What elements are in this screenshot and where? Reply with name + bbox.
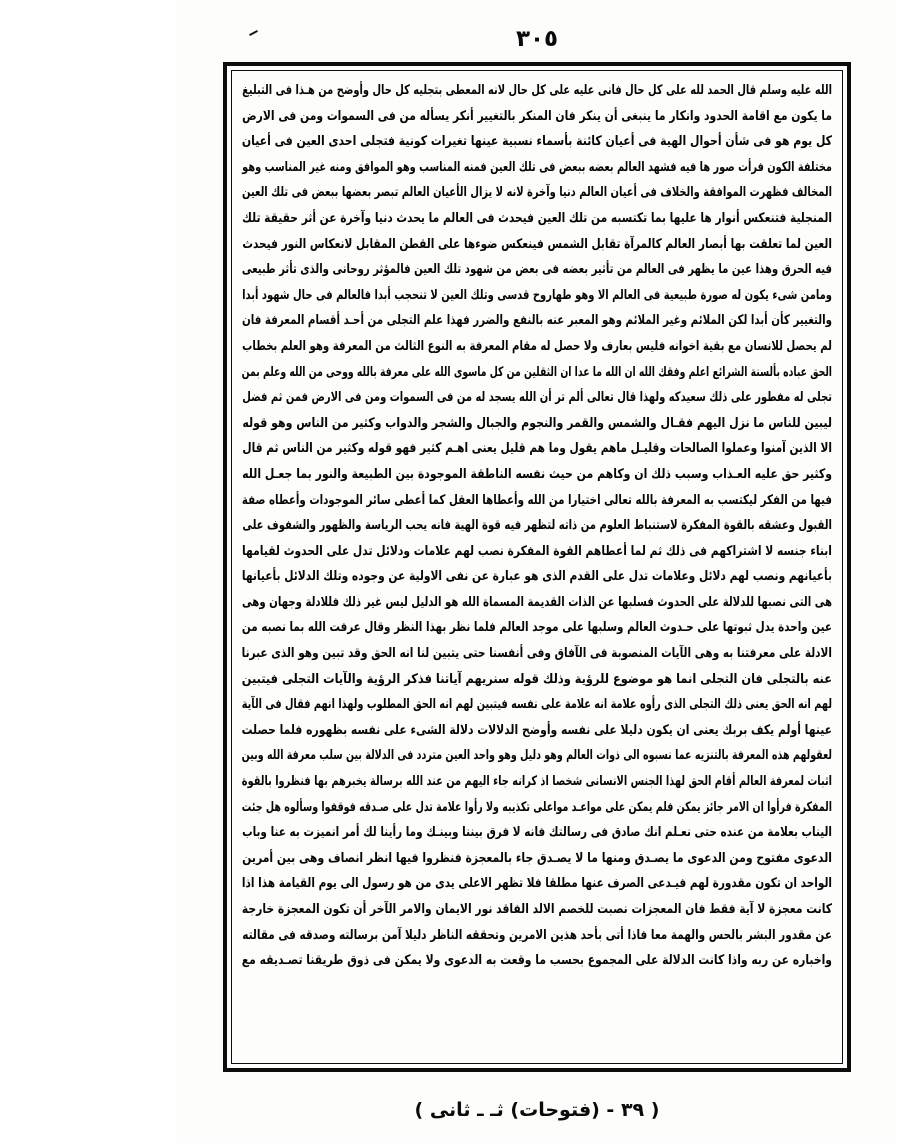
text-line: كل يوم هو فى شأن أحوال الهية فى أعيان كائنة بأسماء نسبية عينها تغيرات كونية فتجلى احدى العين فى أعيان <box>241 134 833 150</box>
text-line: الحق عباده بألسنة الشرائع اعلم وفقك الله ان الله ما عدا ان الثقلين من كل ماسوى الله على معرفة بالله ووحى من الله وعلم بمن <box>241 364 833 380</box>
page-number: ٣٠٥ <box>515 26 559 52</box>
body-text-block <box>235 74 839 1060</box>
text-line: عنه بالتجلى فان التجلى انما هو موضوع للرؤية وذلك قوله سنريهم آياتنا فذكر الرؤية والآيات التجلى فيتبين <box>241 671 833 687</box>
text-line: المنجلية فتنعكس أنوار ها عليها بما تكتسبه من تلك العين فيحدث فى العالم ما يحدث دنيا وآخرة عن أثر حقيقة تلك <box>242 210 832 226</box>
text-line: تجلى له مفطور على ذلك سعيدكه ولهذا قال تعالى ألم تر أن الله يسجد له من فى السموات ومن فى الارض فمن ثم فضل <box>242 390 833 406</box>
text-line: الله عليه وسلم قال الحمد لله على كل حال فانى عليه على كل حال لانه المعطى بتجليه كل حال وأوضح من هـذا فى التبليغ <box>242 83 832 98</box>
text-line: الواحد ان تكون مقدورة لهم فيـدعى الصرف عنها مطلقا فلا تظهر الاعلى يدى من هو رسول الى يوم القيامة هذا اذا <box>241 876 833 892</box>
text-line: العين لما تعلقت بها أبصار العالم كالمرآة تقابل الشمس فينعكس ضوءها على القطن المقابل لانعكاس النور فيحدث <box>242 236 832 252</box>
footer-signature-mark <box>177 1099 897 1121</box>
text-line: لعقولهم هذه المعرفة بالتنزيه عما نسبوه الى ذوات العالم وهو دليل وهو واحد العين متردد فى الدلالة بين سلب معرفة الله وبين <box>241 748 833 764</box>
text-line: اليناب بعلامة من عنده حتى نعـلم انك صادق فى رسالتك فانه لا فرق بيننا وبينـك وما رأينا لك أمر انميزت به عنا وباب <box>242 825 832 841</box>
text-line: ما يكون مع اقامة الحدود وانكار ما ينبغى أن ينكر فان المنكر بالتغيير أنكر يسأله من فى السموات ومن فى الارض <box>242 108 833 124</box>
text-line: المفكرة فرأوا ان الامر جائز يمكن فلم يمكن على مواعـد مواعلى تكذيبه ولا رأوا علامة تدل على صـدقه فوقفوا وسألوه هل جئت <box>241 799 833 815</box>
text-line: اثبات لمعرفة العالم أقام الحق لهذا الجنس الانسانى شخصا اذ كرانه جاء اليهم من عند الله برسالة يخبرهم بها فنظروا بالقوة <box>241 774 832 790</box>
text-line: ومامن شىء يكون له صورة طبيعية فى العالم الا وهو طهاروح قدسى وتلك العين لا تنحجب أبدا فالعالم فى حال شهود أبدا <box>242 287 833 303</box>
text-line: لهم انه الحق يعنى ذلك التجلى الذى رأوه علامة انه علامة على نفسه فيتبين لهم انه الحق المطلوب ولهذا انهم فقال فى الآية <box>241 697 832 713</box>
text-line: فيها من الفكر ليكتسب به المعرفة بالله تعالى اختيارا من الله وأعطاها العقل كما أعطى سائر الموجودات وأعطاه صفة <box>241 492 832 508</box>
text-line: واخباره عن ربه واذا كانت الدلالة على المجموع بحسب ما وقعت به الدعوى ولا يمكن فى ذوق طريقنا تصـديقه مع <box>241 953 832 969</box>
text-line: والتغيير كأن أبدا لكن الملائم وغير الملائم وهو المعبر عنه بالنفع والضرر فهذا علم التجلى من أحـد أقسام المعرفة فان <box>242 313 832 329</box>
text-line: القبول وعشقه بالقوة المفكرة لاستنباط العلوم من ذاته لتظهر فيه قوة الهية فانه يحب الرياسة والظهور والشفوف على <box>242 518 832 534</box>
footer-signature-text: ( ٣٩ - (فتوحات) ثـ ـ ثانى ) <box>414 1099 660 1121</box>
manuscript-page <box>177 0 897 1143</box>
text-line: لم يحصل للانسان مع بقية اخوانه فليس بعارف ولا حصل له مقام المعرفة به النوع الثالث من المعرفة وهو العلم بخطاب <box>242 338 832 354</box>
text-line: فيه الحرق وهذا عين ما يظهر فى العالم من تأثير بعضه فى بعض من شهود تلك العين فالمؤثر روحانى والذى تأثر طبيعى <box>241 262 833 278</box>
text-line: عين واحدة يدل ثبوتها على حـدوث العالم وسلبها على موجد العالم فلما نظر بهذا النظر وقال عرفت الله بما نصبه من <box>241 620 833 636</box>
text-line: الا الذين آمنوا وعملوا الصالحات وقليـل ماهم يقول وما هم قليل يعنى اهـم كثير فهو قوله وكثير من الناس ثم قال <box>242 441 832 457</box>
text-line: ابناء جنسه لا اشتراكهم فى ذلك ثم لما أعطاهم القوة المفكرة نصب لهم علامات ودلائل تدل على الحدوث لقيامها <box>242 543 832 559</box>
text-line: ليبين للناس ما نزل اليهم فقـال والشمس والقمر والنجوم والجبال والشجر والدواب وكثير من الناس وهو قوله <box>242 415 832 431</box>
text-line: عينها أولم يكف بربك يعنى ان يكون دليلا على نفسه وأوضح الدلالات دلالة الشىء على نفسه بظهوره فلما حصلت <box>241 722 832 738</box>
text-line: كانت معجزة لا آية فقط فان المعجزات نصبت للخصم الالد الفاقد نور الايمان والامر الآخر أن تكون المعجزة خارجة <box>241 902 832 917</box>
text-line: عن مقدور البشر بالحس والهمة معا فاذا أتى بأحد هذين الامرين وتحققه الناظر دليلا آمن برسالته وصدقه فى مقالته <box>242 927 832 943</box>
text-line: مختلفة الكون فرأت صور ها فيه فشهد العالم بعضه ببعض فى تلك العين فمنه المناسب وهو الموافق ومنه غير المناسب وهو <box>242 159 832 175</box>
text-line: المخالف فظهرت الموافقة والخلاف فى أعيان العالم دنيا وآخرة لانه لا يزال الأعيان العالم تبصر بعضها ببعض فى تلك العين <box>242 185 833 201</box>
text-line: وكثير حق عليه العـذاب وسبب ذلك ان وكاهم من حيث نفسه الناطقة الموجودة بين الطبيعة والنور بما جعـل الله <box>242 466 833 482</box>
text-line: هى التى نصبها للدلالة على الحدوث فسلبها عن الذات القديمة المسماة الله هو الدليل ليس غير ذلك فللادلة وجهان وهى <box>242 594 832 610</box>
text-line: الدعوى مفتوح ومن الدعوى ما يصـدق ومنها ما لا يصـدق جاء بالمعجزة فنظروا فيها انظر انصاف وهى بين أمرين <box>242 850 832 866</box>
text-line: الادلة على معرفتنا به وهى الآيات المنصوبة فى الآفاق وفى أنفسنا حتى يتبين لنا انه الحق وقد تبين وهو الذى عبرنا <box>241 646 832 662</box>
text-line: بأعيانهم ونصب لهم دلائل وعلامات تدل على القدم الذى هو عبارة عن نفى الاولية عن وجوده وتلك الدلائل بأعيانها <box>241 569 832 585</box>
